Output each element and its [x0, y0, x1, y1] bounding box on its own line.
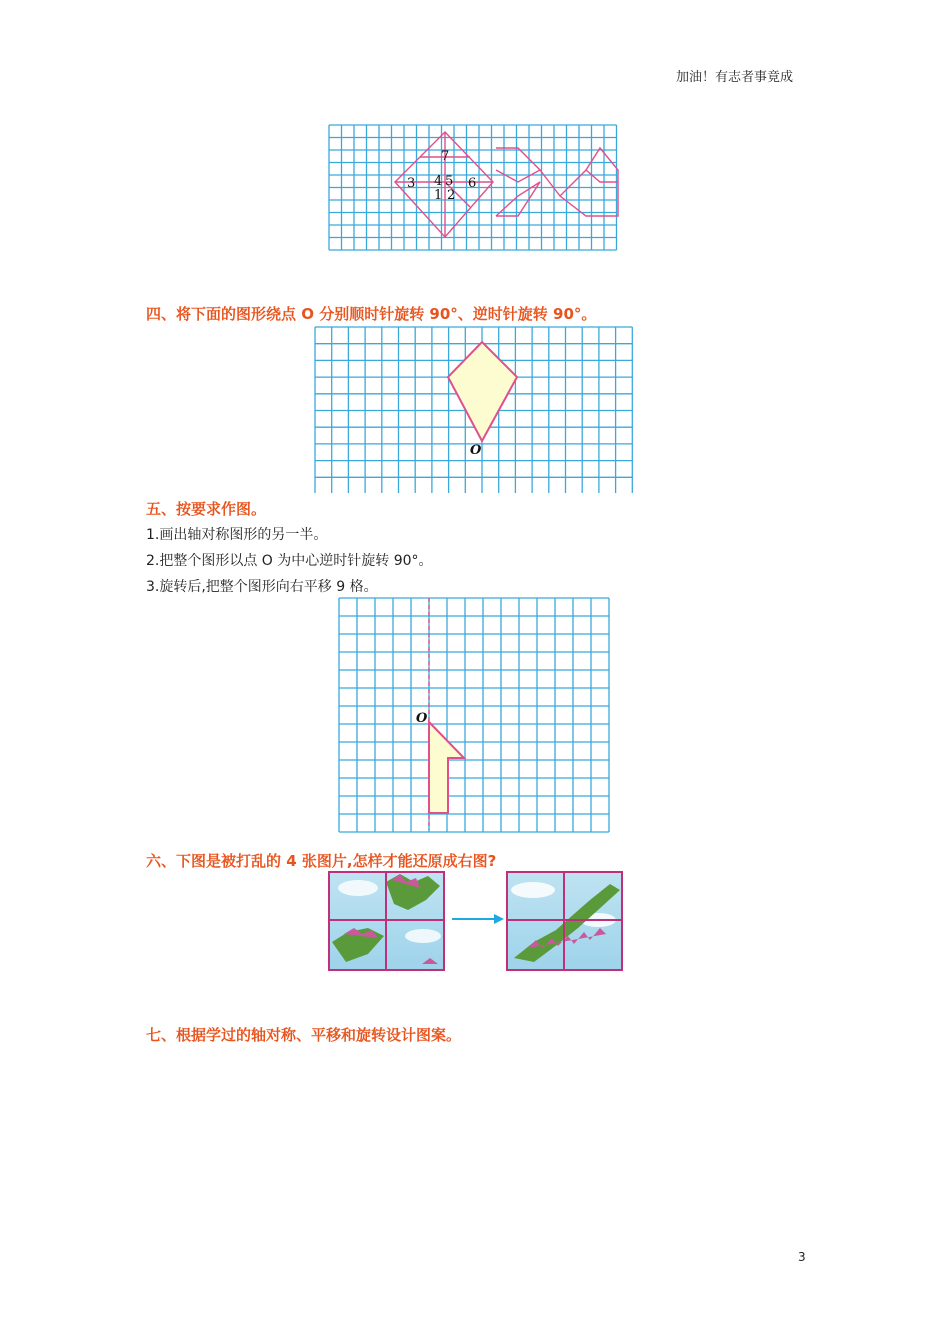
- section6-title: 六、下图是被打乱的 4 张图片,怎样才能还原成右图?: [146, 852, 497, 870]
- section5-item-3: 3.旋转后,把整个图形向右平移 9 格。: [146, 579, 378, 595]
- arrow-icon: [452, 914, 504, 924]
- section5-title: 五、按要求作图。: [146, 500, 267, 518]
- kite-shape: [448, 342, 517, 441]
- section5-item-2: 2.把整个图形以点 O 为中心逆时针旋转 90°。: [146, 553, 433, 569]
- label-3: 3: [407, 176, 416, 191]
- label-6: 6: [468, 176, 477, 191]
- label-5: 5: [445, 174, 454, 189]
- puzzle-pictures-figure: [328, 870, 624, 974]
- restored-image: [507, 872, 622, 970]
- half-shape-grid-figure: [338, 596, 612, 834]
- section4-title: 四、将下面的图形绕点 O 分别顺时针旋转 90°、逆时针旋转 90°。: [146, 305, 597, 323]
- page-number: 3: [798, 1250, 806, 1264]
- fish-body: [496, 148, 540, 182]
- point-o-label: O: [416, 711, 428, 726]
- header-motto: 加油！有志者事竟成: [676, 70, 794, 85]
- kite-grid-figure: [314, 325, 636, 493]
- scrambled-image: [329, 872, 444, 970]
- tangram-grid-figure: [328, 124, 622, 252]
- label-7: 7: [441, 149, 450, 164]
- label-4: 4: [434, 174, 443, 189]
- label-2: 2: [447, 188, 456, 203]
- section5-item-1: 1.画出轴对称图形的另一半。: [146, 527, 328, 543]
- grid-lines: [339, 598, 609, 832]
- label-1: 1: [434, 188, 443, 203]
- section7-title: 七、根据学过的轴对称、平移和旋转设计图案。: [146, 1026, 462, 1044]
- point-o-label: O: [470, 443, 482, 458]
